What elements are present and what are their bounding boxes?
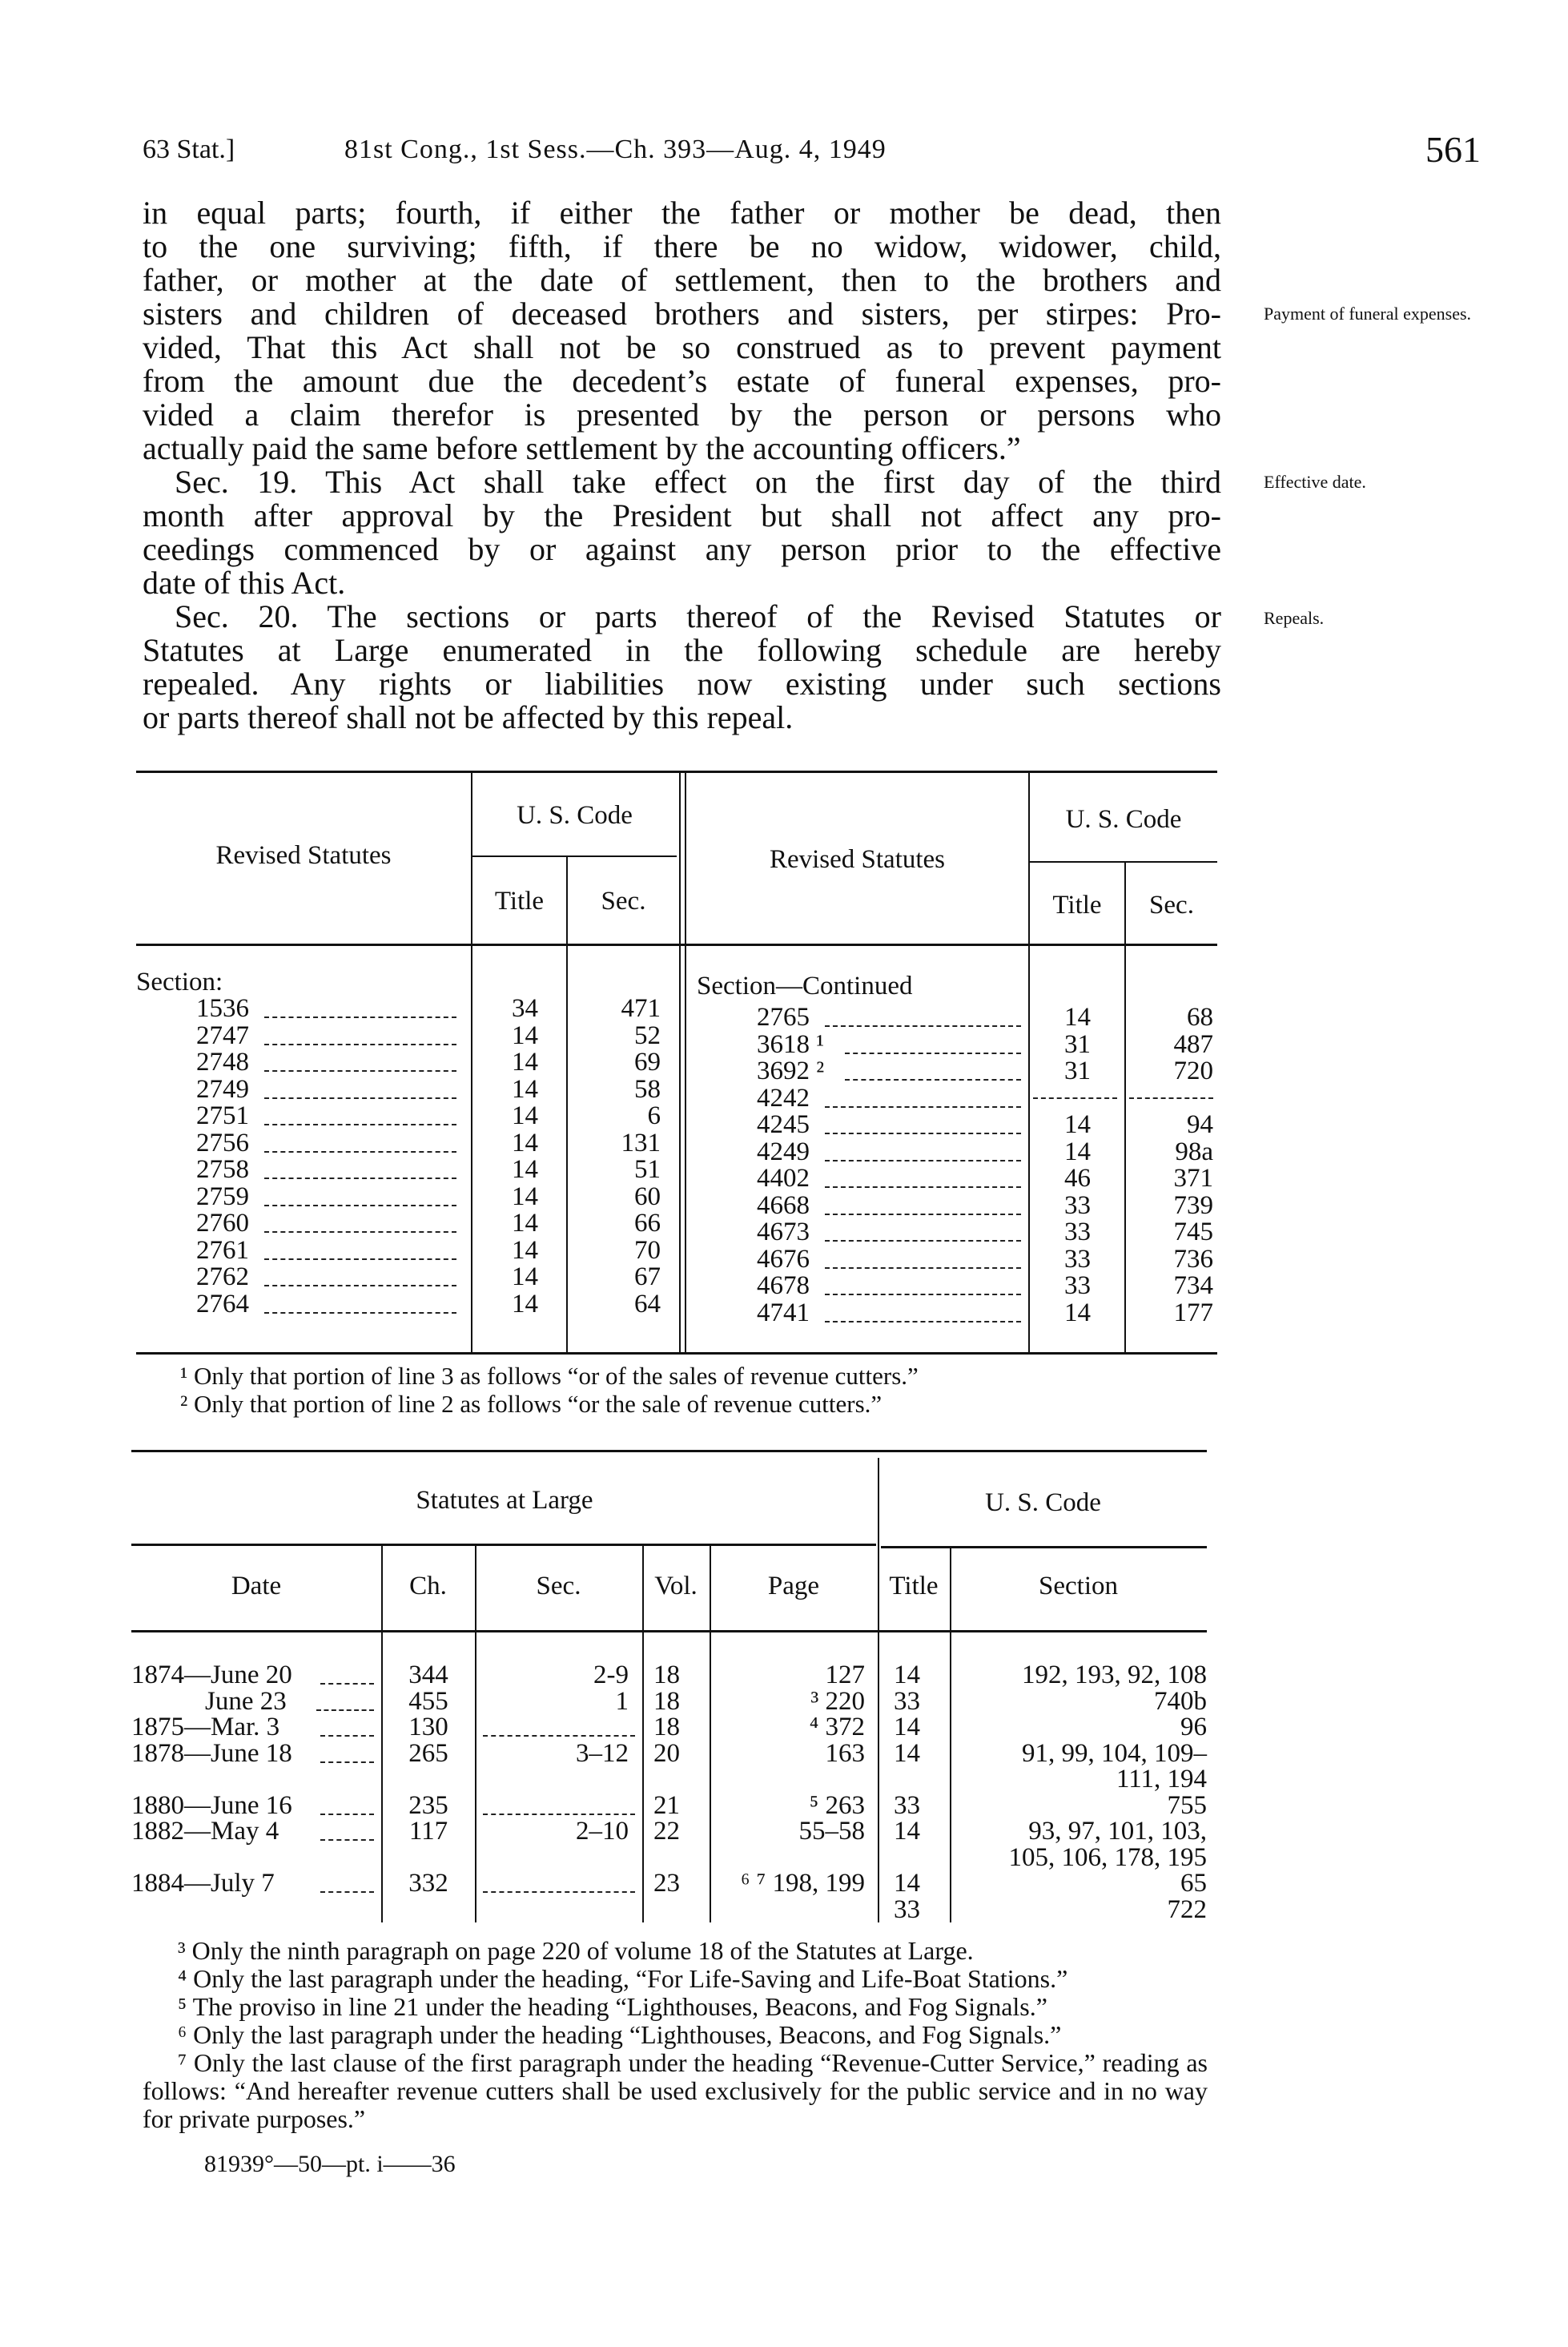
footnote-2: ² Only that portion of line 2 as follows “or the sale of revenue cutters.”: [180, 1390, 883, 1418]
row-title: 33: [894, 1894, 920, 1924]
leader-dots: [825, 1133, 1021, 1134]
row-page: ⁶ ⁷ 198, 199: [740, 1869, 865, 1898]
row-section: 105, 106, 178, 195: [1008, 1842, 1207, 1872]
table-row-right-sec: 94: [1187, 1110, 1213, 1139]
table-row-right-title: 14: [1064, 1137, 1091, 1166]
table-row-right-section: 4676: [757, 1244, 810, 1274]
row-ch: 117: [408, 1817, 448, 1846]
table-row-right-sec: 98a: [1175, 1137, 1213, 1166]
row-section: 722: [1167, 1894, 1207, 1924]
leader-dots: [320, 1839, 374, 1841]
table-row-left-title: 34: [512, 994, 538, 1023]
empty-sec-dash: [1129, 1097, 1213, 1099]
row-title: 14: [894, 1661, 920, 1689]
row-section: 192, 193, 92, 108: [1022, 1661, 1207, 1689]
header-title: Title: [889, 1572, 939, 1600]
table-row-left-sec: 70: [634, 1235, 661, 1265]
body-line: in equal parts; fourth, if either the father or mother be dead, then: [143, 195, 1221, 231]
leader-dots: [264, 1285, 456, 1286]
row-vol: 20: [653, 1738, 680, 1768]
header-statutes-at-large: Statutes at Large: [416, 1486, 593, 1515]
table-row-left-section: 2759: [196, 1182, 249, 1211]
row-title: 33: [894, 1790, 920, 1820]
table-row-left-sec: 66: [634, 1209, 661, 1238]
row-section: 96: [1180, 1713, 1207, 1741]
leader-dots: [825, 1025, 1021, 1027]
row-section: 65: [1180, 1869, 1207, 1898]
table-row-left-title: 14: [512, 1021, 538, 1050]
page-number: 561: [1425, 129, 1481, 170]
empty-title-dash: [1033, 1097, 1117, 1099]
header-date: Date: [231, 1572, 282, 1600]
table-row-right-title: 31: [1064, 1029, 1091, 1059]
section-continued-label: Section—Continued: [697, 972, 913, 1000]
table-row-left-sec: 51: [634, 1155, 661, 1184]
table-row-left-title: 14: [512, 1128, 538, 1157]
table-row-right-title: 46: [1064, 1164, 1091, 1193]
body-line: repealed. Any rights or liabilities now existing under such sections: [143, 666, 1221, 702]
header-sec: Sec.: [601, 887, 646, 916]
row-vol: 22: [653, 1817, 680, 1846]
table-row-left-title: 14: [512, 1209, 538, 1238]
leader-dots: [320, 1891, 374, 1893]
table-row-left-sec: 52: [634, 1021, 661, 1050]
header-us-code: U. S. Code: [517, 801, 633, 830]
body-line: month after approval by the President but shall not affect any pro-: [143, 497, 1221, 533]
table-row-left-section: 2747: [196, 1021, 249, 1050]
row-vol: 18: [653, 1661, 680, 1689]
row-sec: 2–10: [576, 1817, 629, 1846]
header-us-code-right: U. S. Code: [1065, 805, 1182, 834]
table-row-right-title: 33: [1064, 1271, 1091, 1300]
header-page: Page: [767, 1572, 820, 1600]
row-section: 111, 194: [1116, 1765, 1207, 1793]
empty-sec-dash: [483, 1814, 635, 1815]
header-section: Section: [1039, 1572, 1118, 1600]
row-page: 55–58: [798, 1817, 865, 1846]
header-revised-statutes: Revised Statutes: [215, 841, 392, 870]
row-vol: 23: [653, 1869, 680, 1898]
table-row-right-sec: 720: [1173, 1057, 1213, 1085]
body-line: Statutes at Large enumerated in the following schedule are hereby: [143, 632, 1221, 668]
row-ch: 265: [408, 1738, 448, 1768]
empty-sec-dash: [483, 1891, 635, 1893]
header-title: Title: [494, 887, 545, 916]
leader-dots: [825, 1294, 1021, 1295]
footnote-6: ⁶ Only the last paragraph under the heading “Lighthouses, Beacons, and Fog Signals.”: [178, 2020, 1062, 2049]
header-sec: Sec.: [536, 1572, 581, 1600]
row-sec: 3–12: [576, 1738, 629, 1768]
footnote-4: ⁴ Only the last paragraph under the heading, “For Life-Saving and Life-Boat Stations.”: [178, 1964, 1068, 1993]
table-row-left-section: 2762: [196, 1262, 249, 1291]
table-row-right-title: 33: [1064, 1244, 1091, 1274]
margin-note-effective-date: Effective date.: [1264, 472, 1366, 492]
row-page: ⁵ 263: [809, 1790, 865, 1820]
body-line: ceedings commenced by or against any person prior to the effective: [143, 531, 1221, 567]
row-date: 1880—June 16: [131, 1790, 292, 1820]
row-page: 163: [825, 1738, 865, 1768]
body-line: vided a claim therefor is presented by the person or persons who: [143, 397, 1221, 433]
table-row-left-section: 2751: [196, 1101, 249, 1130]
table-row-right-section: 4678: [757, 1271, 810, 1300]
table-row-left-sec: 471: [621, 994, 661, 1023]
volume-label: 63 Stat.]: [143, 135, 235, 164]
row-date: 1884—July 7: [131, 1869, 275, 1898]
row-section: 755: [1167, 1790, 1207, 1820]
body-line: Sec. 19. This Act shall take effect on the first day of the third: [175, 464, 1221, 500]
table-row-right-title: 33: [1064, 1190, 1091, 1220]
table-row-right-section: 4242: [757, 1083, 810, 1113]
table-row-right-sec: 745: [1173, 1218, 1213, 1246]
row-ch: 455: [408, 1686, 448, 1716]
footnote-5: ⁵ The proviso in line 21 under the heading “Lighthouses, Beacons, and Fog Signals.”: [178, 1992, 1047, 2021]
table-row-left-sec: 67: [634, 1262, 661, 1291]
leader-dots: [825, 1321, 1021, 1322]
leader-dots: [264, 1016, 456, 1018]
header-revised-statutes-right: Revised Statutes: [769, 845, 946, 874]
table-row-right-section: 2765: [757, 1003, 810, 1032]
leader-dots: [264, 1151, 456, 1153]
table-row-left-sec: 60: [634, 1182, 661, 1211]
row-page: 127: [825, 1661, 865, 1689]
table-row-right-section: 4673: [757, 1218, 810, 1246]
table-row-left-section: 2756: [196, 1128, 249, 1157]
body-line: actually paid the same before settlement by the accounting officers.”: [143, 430, 1021, 466]
table-row-left-title: 14: [512, 1182, 538, 1211]
table-row-right-sec: 177: [1173, 1298, 1213, 1327]
table-row-right-sec: 739: [1173, 1190, 1213, 1220]
empty-sec-dash: [483, 1735, 635, 1737]
leader-dots: [264, 1124, 456, 1125]
table-row-left-section: 2748: [196, 1048, 249, 1077]
leader-dots: [320, 1814, 374, 1815]
margin-note-funeral: Payment of funeral expenses.: [1264, 304, 1472, 324]
table-row-right-section: 3692 ²: [757, 1057, 825, 1085]
body-line: from the amount due the decedent’s estate of funeral expenses, pro-: [143, 363, 1221, 399]
table-row-left-sec: 64: [634, 1289, 661, 1318]
body-line: father, or mother at the date of settlement, then to the brothers and: [143, 262, 1221, 298]
table-row-right-section: 4245: [757, 1110, 810, 1139]
table-row-left-section: 2760: [196, 1209, 249, 1238]
row-page: ⁴ 372: [809, 1713, 865, 1741]
table-row-left-section: 1536: [196, 994, 249, 1023]
table-row-left-sec: 6: [647, 1101, 661, 1130]
leader-dots: [264, 1231, 456, 1233]
row-vol: 21: [653, 1790, 680, 1820]
row-section: 91, 99, 104, 109–: [1022, 1738, 1207, 1768]
table-row-left-sec: 58: [634, 1074, 661, 1104]
row-section: 93, 97, 101, 103,: [1028, 1817, 1207, 1846]
table-row-left-section: 2758: [196, 1155, 249, 1184]
row-date: 1882—May 4: [131, 1817, 279, 1846]
row-date: 1878—June 18: [131, 1738, 292, 1768]
leader-dots: [264, 1312, 456, 1314]
leader-dots: [264, 1205, 456, 1206]
leader-dots: [825, 1106, 1021, 1108]
table-row-right-sec: 371: [1173, 1164, 1213, 1193]
table-row-left-section: 2749: [196, 1074, 249, 1104]
leader-dots: [845, 1053, 1021, 1054]
row-page: ³ 220: [810, 1686, 865, 1716]
row-vol: 18: [653, 1713, 680, 1741]
row-title: 14: [894, 1869, 920, 1898]
table-row-right-sec: 487: [1173, 1029, 1213, 1059]
row-title: 14: [894, 1713, 920, 1741]
body-line: vided, That this Act shall not be so construed as to prevent payment: [143, 329, 1221, 365]
row-ch: 344: [408, 1661, 448, 1689]
section-label: Section:: [136, 968, 223, 996]
leader-dots: [264, 1070, 456, 1072]
table-row-right-title: 33: [1064, 1218, 1091, 1246]
body-line: to the one surviving; fifth, if there be no widow, widower, child,: [143, 228, 1221, 264]
table-row-right-section: 4402: [757, 1164, 810, 1193]
header-title-right: Title: [1052, 891, 1102, 920]
table-row-right-sec: 736: [1173, 1244, 1213, 1274]
body-line: date of this Act.: [143, 565, 346, 601]
margin-note-repeals: Repeals.: [1264, 608, 1325, 628]
row-date: 1874—June 20: [131, 1661, 292, 1689]
row-title: 14: [894, 1738, 920, 1768]
row-date: June 23: [205, 1686, 287, 1716]
header-vol: Vol.: [654, 1572, 698, 1600]
table-row-right-sec: 68: [1187, 1003, 1213, 1032]
table-row-right-title: 14: [1064, 1298, 1091, 1327]
leader-dots: [264, 1044, 456, 1045]
table-row-right-section: 3618 ¹: [757, 1029, 825, 1059]
leader-dots: [845, 1079, 1021, 1081]
table-row-left-sec: 69: [634, 1048, 661, 1077]
row-ch: 130: [408, 1713, 448, 1741]
leader-dots: [316, 1709, 374, 1711]
leader-dots: [825, 1214, 1021, 1215]
table-row-left-title: 14: [512, 1101, 538, 1130]
body-line: sisters and children of deceased brothers and sisters, per stirpes: Pro-: [143, 296, 1221, 332]
row-ch: 332: [408, 1869, 448, 1898]
footnote-7: ⁷ Only the last clause of the first paragraph under the heading “Revenue-Cutter Service,” reading as follows: “And hereafter revenue cutters shall be used exclusively for the public service and in no way for private purposes.”: [143, 2048, 1208, 2133]
leader-dots: [264, 1258, 456, 1260]
leader-dots: [825, 1240, 1021, 1242]
row-title: 14: [894, 1817, 920, 1846]
table-row-right-section: 4668: [757, 1190, 810, 1220]
leader-dots: [264, 1178, 456, 1179]
leader-dots: [320, 1683, 374, 1685]
row-date: 1875—Mar. 3: [131, 1713, 280, 1741]
leader-dots: [320, 1735, 374, 1737]
table-row-left-title: 14: [512, 1074, 538, 1104]
row-ch: 235: [408, 1790, 448, 1820]
printer-imprint: 81939°—50—pt. i——36: [204, 2151, 456, 2177]
row-section: 740b: [1154, 1686, 1207, 1716]
leader-dots: [320, 1761, 374, 1763]
table-row-right-title: 14: [1064, 1110, 1091, 1139]
table-row-left-title: 14: [512, 1289, 538, 1318]
session-label: 81st Cong., 1st Sess.—Ch. 393—Aug. 4, 1949: [344, 135, 887, 164]
table-row-right-title: 31: [1064, 1057, 1091, 1085]
leader-dots: [264, 1097, 456, 1099]
body-line: Sec. 20. The sections or parts thereof of the Revised Statutes or: [175, 598, 1221, 634]
row-sec: 2-9: [593, 1661, 629, 1689]
footnote-3: ³ Only the ninth paragraph on page 220 of volume 18 of the Statutes at Large.: [178, 1936, 974, 1965]
table-row-right-section: 4249: [757, 1137, 810, 1166]
row-title: 33: [894, 1686, 920, 1716]
table-row-right-section: 4741: [757, 1298, 810, 1327]
header-ch: Ch.: [409, 1572, 447, 1600]
table-row-left-section: 2761: [196, 1235, 249, 1265]
table-row-right-sec: 734: [1173, 1271, 1213, 1300]
row-sec: 1: [615, 1686, 629, 1716]
table-row-left-section: 2764: [196, 1289, 249, 1318]
statutes-footnotes: [143, 1937, 1208, 2178]
leader-dots: [825, 1160, 1021, 1161]
table-row-left-title: 14: [512, 1048, 538, 1077]
table-row-left-title: 14: [512, 1235, 538, 1265]
header-us-code: U. S. Code: [985, 1488, 1101, 1517]
table-row-right-title: 14: [1064, 1003, 1091, 1032]
row-vol: 18: [653, 1686, 680, 1716]
body-line: or parts thereof shall not be affected by this repeal.: [143, 699, 794, 735]
table-row-left-title: 14: [512, 1262, 538, 1291]
table-row-left-sec: 131: [621, 1128, 661, 1157]
leader-dots: [825, 1267, 1021, 1269]
header-sec-right: Sec.: [1149, 891, 1194, 920]
leader-dots: [825, 1186, 1021, 1188]
footnote-1: ¹ Only that portion of line 3 as follows “or of the sales of revenue cutters.”: [180, 1362, 919, 1390]
table-row-left-title: 14: [512, 1155, 538, 1184]
